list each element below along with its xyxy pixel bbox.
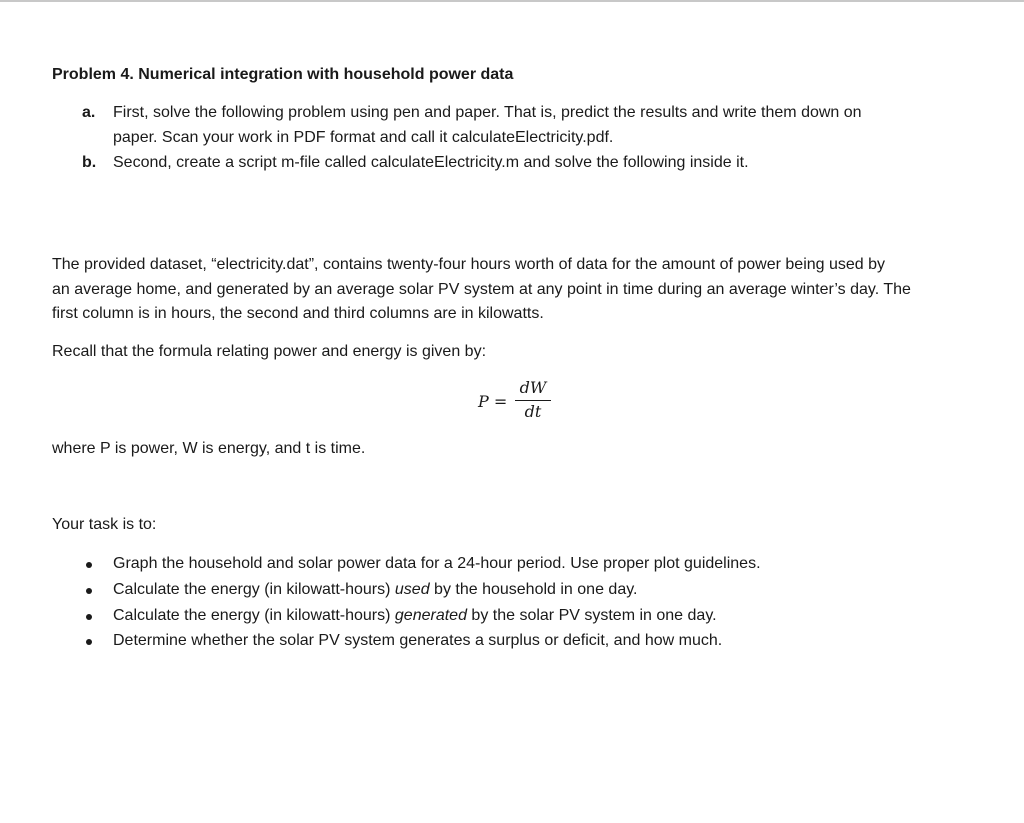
task-item-4 [113, 632, 722, 650]
bullet-icon [86, 639, 92, 645]
step-a-line-2: paper. Scan your work in PDF format and call it calculateElectricity.pdf. [113, 129, 614, 146]
problem-title: Problem 4. Numerical integration with household power data [52, 66, 514, 83]
task-2-text-after: by the household in one day. [429, 581, 638, 598]
task-intro: Your task is to: [52, 516, 157, 533]
task-item-1 [113, 555, 761, 573]
fraction-bar [515, 400, 551, 401]
task-item-2 [113, 581, 637, 599]
where-text: where P is power, W is energy, and t is time. [52, 440, 366, 457]
task-item-3 [113, 607, 717, 625]
dataset-line-3: first column is in hours, the second and third columns are in kilowatts. [52, 305, 544, 322]
equation-fraction [515, 378, 551, 422]
task-3-text-after: by the solar PV system in one day. [466, 607, 717, 624]
dataset-line-1: The provided dataset, “electricity.dat”, contains twenty-four hours worth of data for the amount of power being used by [52, 256, 886, 273]
task-3-emphasis: generated [394, 607, 467, 624]
task-2-text-before: Calculate the energy (in kilowatt-hours) [113, 581, 395, 598]
step-b-marker: b. [82, 154, 97, 171]
task-2-emphasis: used [394, 581, 430, 598]
step-b-line-1: Second, create a script m-file called calculateElectricity.m and solve the following inside it. [113, 154, 749, 171]
dataset-line-2: an average home, and generated by an average solar PV system at any point in time during an average winter’s day. The [52, 281, 911, 298]
step-a-line-1: First, solve the following problem using pen and paper. That is, predict the results and write them down on [113, 104, 862, 121]
task-3-text-before: Calculate the energy (in kilowatt-hours) [113, 607, 395, 624]
equation-denominator: dt [524, 402, 542, 421]
recall-text: Recall that the formula relating power and energy is given by: [52, 343, 487, 360]
bullet-icon [86, 588, 92, 594]
task-4-text: Determine whether the solar PV system generates a surplus or deficit, and how much. [113, 632, 723, 649]
step-a-marker: a. [82, 104, 96, 121]
power-energy-equation [478, 378, 558, 428]
equation-lhs: P = [478, 392, 508, 411]
equation-numerator: dW [519, 378, 547, 397]
task-1-text: Graph the household and solar power data for a 24-hour period. Use proper plot guidelines. [113, 555, 761, 572]
bullet-icon [86, 614, 92, 620]
bullet-icon [86, 562, 92, 568]
